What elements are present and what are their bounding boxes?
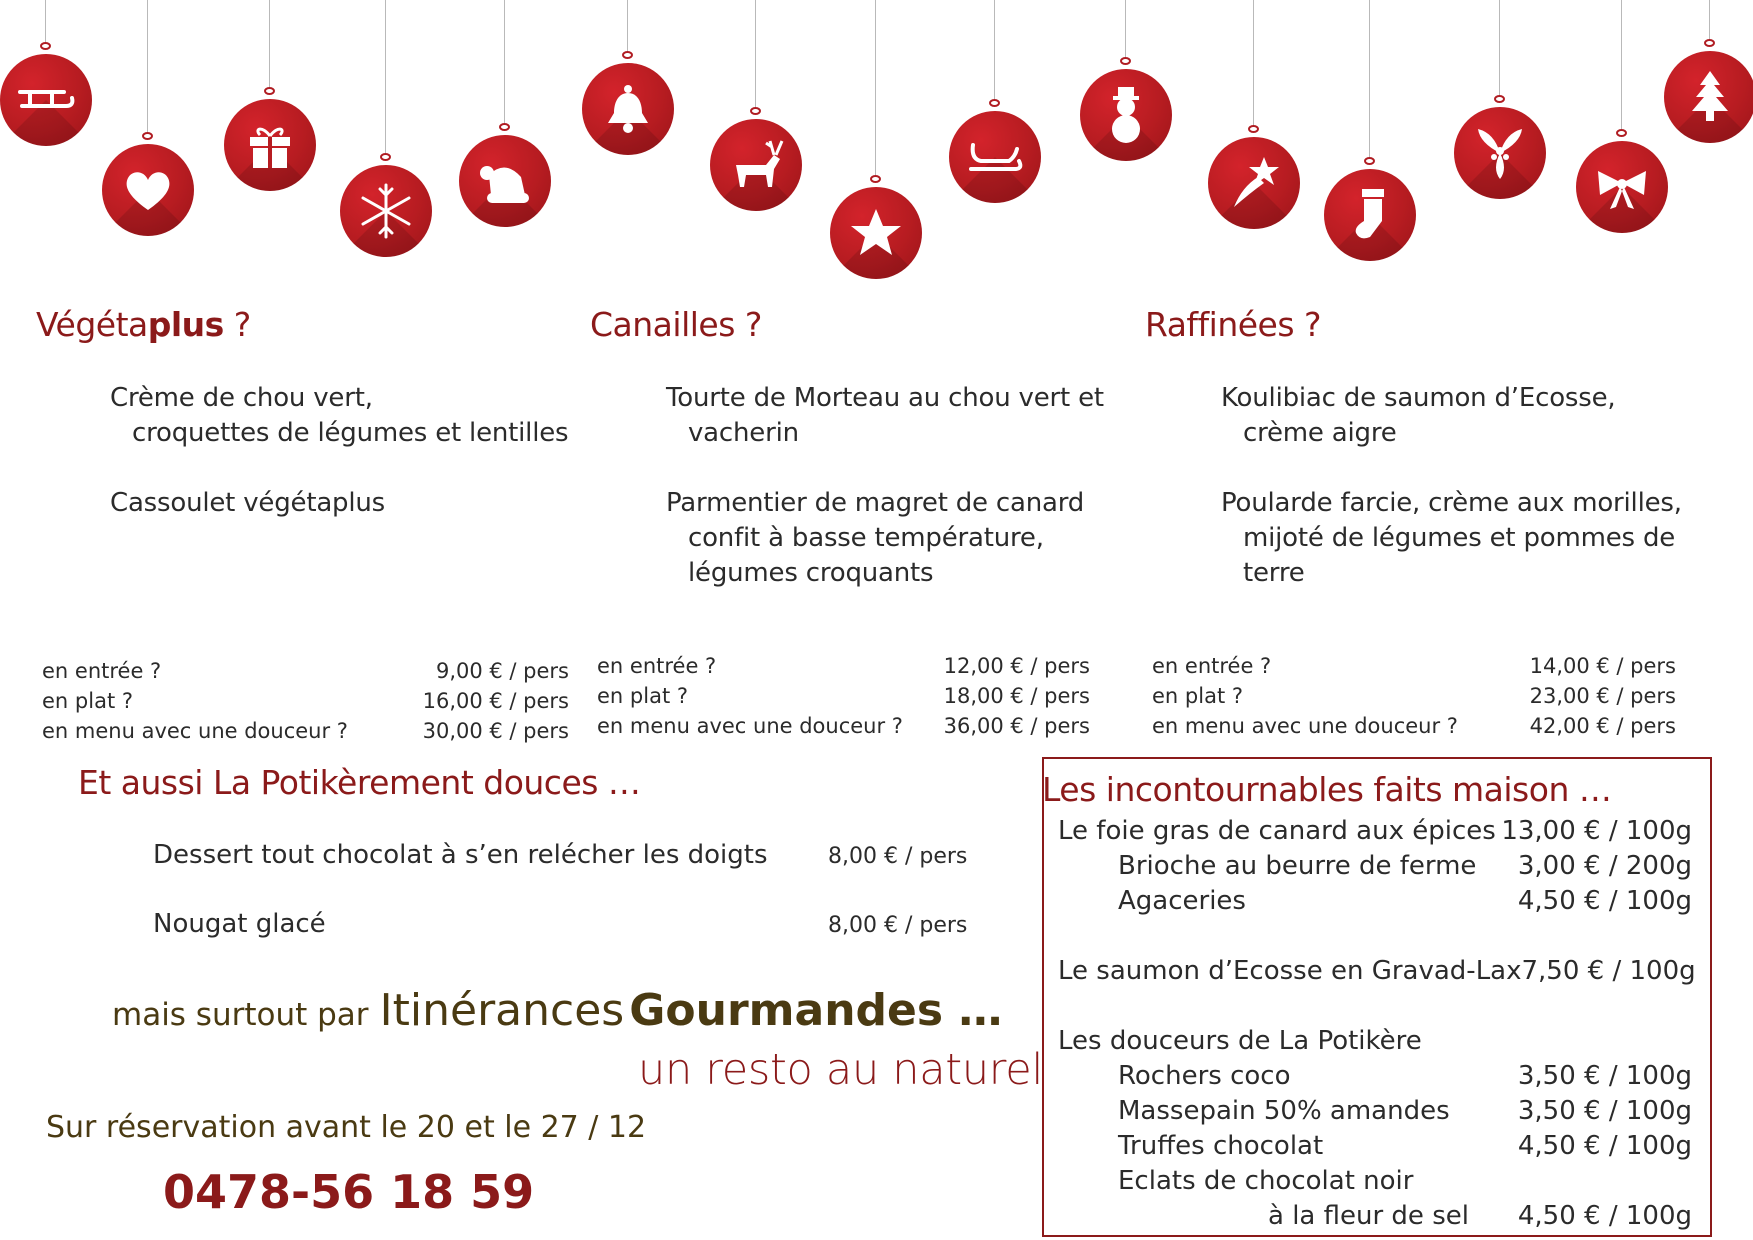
homemade-row: Rochers coco 3,50 € / 100g (1118, 1061, 1692, 1091)
homemade-row: Le foie gras de canard aux épices 13,00 € / 100g (1058, 816, 1692, 846)
vegetaplus-title: Végétaplus ? (36, 305, 251, 344)
shooting-star-icon (1208, 137, 1300, 229)
christmas-tree-icon (1664, 51, 1753, 143)
raffinees-prices (1152, 651, 1676, 741)
douces-title: Et aussi La Potikèrement douces … (78, 763, 641, 802)
homemade-row: Agaceries 4,50 € / 100g (1118, 886, 1692, 916)
reservation-note: Sur réservation avant le 20 et le 27 / 12 (46, 1110, 647, 1145)
price-row-plat: en plat ? 16,00 € / pers (42, 689, 569, 713)
sleigh-icon (949, 111, 1041, 203)
star-icon (830, 187, 922, 279)
canailles-prices (597, 651, 1090, 741)
homemade-row: Brioche au beurre de ferme 3,00 € / 200g (1118, 851, 1692, 881)
santa-hat-icon (459, 135, 551, 227)
price-row-plat: en plat ? 18,00 € / pers (597, 684, 1090, 708)
homemade-row: à la fleur de sel 4,50 € / 100g (1268, 1201, 1692, 1231)
dessert-item-2: Nougat glacé 8,00 € / pers (153, 909, 968, 939)
phone-number[interactable]: 0478-56 18 59 (163, 1165, 535, 1219)
homemade-row: Massepain 50% amandes 3,50 € / 100g (1118, 1096, 1692, 1126)
sled-icon (0, 54, 92, 146)
snowman-icon (1080, 69, 1172, 161)
dessert-item-1: Dessert tout chocolat à s’en relécher les doigts 8,00 € / pers (153, 840, 968, 870)
price-row-menu: en menu avec une douceur ? 42,00 € / pers (1152, 714, 1676, 738)
homemade-row: Eclats de chocolat noir (1118, 1166, 1414, 1196)
vegetaplus-prices (42, 656, 569, 746)
holly-icon (1454, 107, 1546, 199)
raffinees-dish-1: Koulibiac de saumon d’Ecosse, crème aigre (1221, 383, 1616, 448)
promo-line: mais surtout par Itinérances Gourmandes … (112, 985, 1003, 1036)
canailles-title: Canailles ? (590, 305, 762, 344)
tagline: un resto au naturel (638, 1045, 1044, 1095)
price-row-entree: en entrée ? 14,00 € / pers (1152, 654, 1676, 678)
homemade-title: Les incontournables faits maison … (1042, 770, 1612, 809)
price-row-plat: en plat ? 23,00 € / pers (1152, 684, 1676, 708)
canailles-dish-2: Parmentier de magret de canard confit à basse température, légumes croquants (666, 488, 1085, 588)
bow-icon (1576, 141, 1668, 233)
heart-icon (102, 144, 194, 236)
bell-icon (582, 63, 674, 155)
homemade-row: Truffes chocolat 4,50 € / 100g (1118, 1131, 1692, 1161)
reindeer-icon (710, 119, 802, 211)
canailles-dish-1: Tourte de Morteau au chou vert et vacherin (666, 383, 1104, 448)
gift-icon (224, 99, 316, 191)
homemade-subheading: Les douceurs de La Potikère (1058, 1026, 1422, 1056)
vegetaplus-dish-1: Crème de chou vert, croquettes de légumes et lentilles (110, 383, 569, 448)
stocking-icon (1324, 169, 1416, 261)
snowflake-icon (340, 165, 432, 257)
price-row-entree: en entrée ? 12,00 € / pers (597, 654, 1090, 678)
raffinees-title: Raffinées ? (1145, 305, 1322, 344)
vegetaplus-dish-2: Cassoulet végétaplus (110, 488, 386, 518)
price-row-entree: en entrée ? 9,00 € / pers (42, 659, 569, 683)
raffinees-dish-2: Poularde farcie, crème aux morilles, mijoté de légumes et pommes de terre (1221, 488, 1682, 588)
price-row-menu: en menu avec une douceur ? 36,00 € / pers (597, 714, 1090, 738)
price-row-menu: en menu avec une douceur ? 30,00 € / pers (42, 719, 569, 743)
homemade-row: Le saumon d’Ecosse en Gravad-Lax 7,50 € / 100g (1058, 956, 1696, 986)
